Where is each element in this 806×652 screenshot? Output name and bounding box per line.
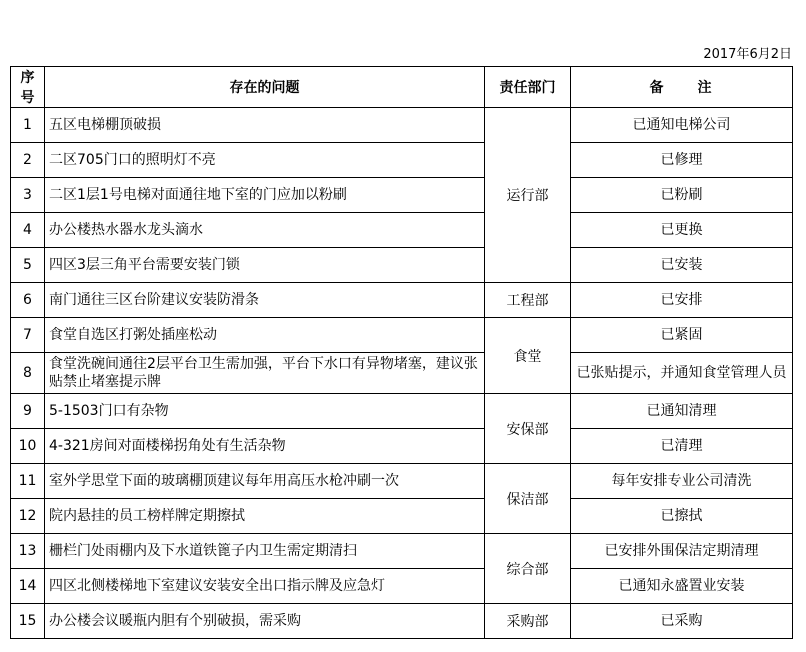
row-note: 已通知电梯公司 — [571, 108, 793, 143]
row-seq: 15 — [11, 604, 45, 639]
table-row — [11, 429, 793, 464]
row-seq: 7 — [11, 318, 45, 353]
dept-cell: 采购部 — [485, 604, 571, 639]
table-row — [11, 499, 793, 534]
table-row — [11, 394, 793, 429]
table-row — [11, 353, 793, 394]
row-issue: 食堂自选区打粥处插座松动 — [45, 318, 485, 353]
table-row — [11, 534, 793, 569]
row-issue: 食堂洗碗间通往2层平台卫生需加强，平台下水口有异物堵塞，建议张贴禁止堵塞提示牌 — [45, 353, 485, 394]
table-row — [11, 248, 793, 283]
row-seq: 11 — [11, 464, 45, 499]
header-issue: 存在的问题 — [45, 67, 485, 108]
row-seq: 3 — [11, 178, 45, 213]
row-issue: 室外学思堂下面的玻璃棚顶建议每年用高压水枪冲刷一次 — [45, 464, 485, 499]
dept-cell: 工程部 — [485, 283, 571, 318]
row-seq: 4 — [11, 213, 45, 248]
row-issue: 二区705门口的照明灯不亮 — [45, 143, 485, 178]
dept-cell: 综合部 — [485, 534, 571, 604]
table-row — [11, 108, 793, 143]
row-issue: 二区1层1号电梯对面通往地下室的门应加以粉刷 — [45, 178, 485, 213]
row-seq: 12 — [11, 499, 45, 534]
row-note: 已清理 — [571, 429, 793, 464]
row-note: 已张贴提示，并通知食堂管理人员 — [571, 353, 793, 394]
table-row — [11, 464, 793, 499]
row-seq: 14 — [11, 569, 45, 604]
row-issue: 4-321房间对面楼梯拐角处有生活杂物 — [45, 429, 485, 464]
row-issue: 栅栏门处雨棚内及下水道铁篦子内卫生需定期清扫 — [45, 534, 485, 569]
table-row — [11, 213, 793, 248]
table-row — [11, 318, 793, 353]
row-issue: 院内悬挂的员工榜样牌定期擦拭 — [45, 499, 485, 534]
dept-cell: 安保部 — [485, 394, 571, 464]
row-issue: 南门通往三区台阶建议安装防滑条 — [45, 283, 485, 318]
table-row — [11, 283, 793, 318]
row-seq: 13 — [11, 534, 45, 569]
row-seq: 2 — [11, 143, 45, 178]
row-note: 已通知永盛置业安装 — [571, 569, 793, 604]
table-row — [11, 569, 793, 604]
row-note: 已安排 — [571, 283, 793, 318]
row-seq: 9 — [11, 394, 45, 429]
row-seq: 10 — [11, 429, 45, 464]
row-note: 已通知清理 — [571, 394, 793, 429]
row-seq: 1 — [11, 108, 45, 143]
header-dept: 责任部门 — [485, 67, 571, 108]
row-issue: 五区电梯棚顶破损 — [45, 108, 485, 143]
row-issue: 办公楼热水器水龙头滴水 — [45, 213, 485, 248]
table-row — [11, 143, 793, 178]
report-date: 2017年6月2日 — [703, 47, 792, 62]
table-header-row — [11, 67, 793, 108]
row-note: 已采购 — [571, 604, 793, 639]
row-note: 已紧固 — [571, 318, 793, 353]
row-seq: 8 — [11, 353, 45, 394]
row-issue: 5-1503门口有杂物 — [45, 394, 485, 429]
row-issue: 四区3层三角平台需要安装门锁 — [45, 248, 485, 283]
issues-table — [10, 66, 793, 639]
row-note: 已擦拭 — [571, 499, 793, 534]
dept-cell: 食堂 — [485, 318, 571, 394]
row-seq: 5 — [11, 248, 45, 283]
row-issue: 四区北侧楼梯地下室建议安装安全出口指示牌及应急灯 — [45, 569, 485, 604]
header-note: 备 注 — [571, 67, 793, 108]
row-note: 已更换 — [571, 213, 793, 248]
row-note: 每年安排专业公司清洗 — [571, 464, 793, 499]
table-row — [11, 604, 793, 639]
row-note: 已粉刷 — [571, 178, 793, 213]
dept-cell: 运行部 — [485, 108, 571, 283]
table-row — [11, 178, 793, 213]
row-note: 已修理 — [571, 143, 793, 178]
header-seq: 序号 — [11, 67, 45, 108]
dept-cell: 保洁部 — [485, 464, 571, 534]
row-note: 已安排外围保洁定期清理 — [571, 534, 793, 569]
row-seq: 6 — [11, 283, 45, 318]
row-note: 已安装 — [571, 248, 793, 283]
row-issue: 办公楼会议暖瓶内胆有个别破损，需采购 — [45, 604, 485, 639]
